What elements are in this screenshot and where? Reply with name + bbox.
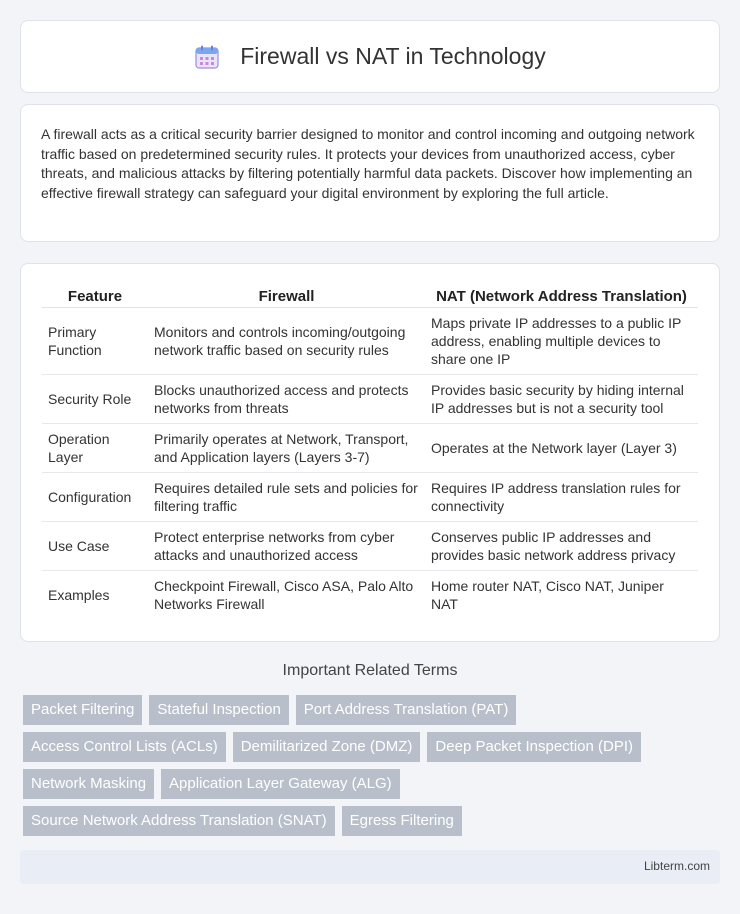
table-cell: Checkpoint Firewall, Cisco ASA, Palo Alto Networks Firewall: [154, 578, 414, 613]
tag-row: [23, 732, 723, 762]
table-cell: Primarily operates at Network, Transport, and Application layers (Layers 3-7): [148, 424, 425, 473]
table-cell: Requires detailed rule sets and policies for filtering traffic: [148, 473, 425, 522]
table-cell: Conserves public IP addresses and provides basic network address privacy: [425, 522, 698, 571]
column-header-nat: NAT (Network Address Translation): [425, 284, 698, 308]
table-cell: Monitors and controls incoming/outgoing network traffic based on security rules: [148, 308, 425, 375]
table-row: [42, 571, 698, 620]
footer: [20, 850, 720, 884]
tag-row: [23, 695, 723, 725]
related-terms-title: Important Related Terms: [282, 662, 458, 679]
table-cell: Primary Function: [42, 308, 148, 375]
intro-card: [20, 104, 720, 242]
table-cell: Use Case: [42, 522, 148, 571]
table-cell: Operates at the Network layer (Layer 3): [425, 424, 698, 473]
footer-site-link[interactable]: Libterm.com: [643, 859, 710, 873]
table-cell: Security Role: [42, 375, 148, 424]
column-header-feature: Feature: [42, 284, 148, 308]
tag-row: [23, 806, 723, 836]
table-cell: Protect enterprise networks from cyber attacks and unauthorized access: [148, 522, 425, 571]
tag-source-nat[interactable]: Source Network Address Translation (SNAT): [23, 806, 335, 836]
table-cell: Home router NAT, Cisco NAT, Juniper NAT: [431, 578, 664, 613]
table-cell: Requires IP address translation rules for connectivity: [425, 473, 698, 522]
tag-stateful-inspection[interactable]: Stateful Inspection: [149, 695, 288, 725]
page-title: Firewall vs NAT in Technology: [240, 43, 546, 69]
tag-access-control-lists[interactable]: Access Control Lists (ACLs): [23, 732, 226, 762]
table-cell: Configuration: [42, 473, 148, 522]
tag-network-masking[interactable]: Network Masking: [23, 769, 154, 799]
table-cell: Provides basic security by hiding internal IP addresses but is not a security tool: [425, 375, 698, 424]
comparison-table: [42, 284, 698, 620]
table-cell: Maps private IP addresses to a public IP address, enabling multiple devices to share one IP: [425, 308, 698, 375]
table-cell: Blocks unauthorized access and protects networks from threats: [148, 375, 425, 424]
table-cell: Examples: [48, 587, 110, 604]
table-row: [42, 375, 698, 424]
column-header-firewall: Firewall: [148, 284, 425, 308]
tag-row: [23, 769, 723, 799]
tag-application-layer-gateway[interactable]: Application Layer Gateway (ALG): [161, 769, 400, 799]
table-row: [42, 308, 698, 375]
tag-packet-filtering[interactable]: Packet Filtering: [23, 695, 142, 725]
table-cell: Operation Layer: [42, 424, 148, 473]
header-card: [20, 20, 720, 93]
table-row: [42, 473, 698, 522]
table-header-row: [42, 284, 698, 308]
tag-egress-filtering[interactable]: Egress Filtering: [342, 806, 462, 836]
tag-deep-packet-inspection[interactable]: Deep Packet Inspection (DPI): [427, 732, 641, 762]
calendar-icon: [194, 44, 220, 70]
related-terms-list: [23, 695, 723, 843]
table-row: [42, 522, 698, 571]
tag-demilitarized-zone[interactable]: Demilitarized Zone (DMZ): [233, 732, 421, 762]
intro-paragraph: A firewall acts as a critical security barrier designed to monitor and control incoming and outgoing network traffic based on predetermined security rules. It protects your devices from unauthorized access, cyber threats, and malicious attacks by filtering potentially harmful data packets. Discover how implementing an effective firewall strategy can safeguard your digital environment by exploring the full article.: [41, 126, 695, 201]
comparison-table-card: [20, 263, 720, 642]
tag-port-address-translation[interactable]: Port Address Translation (PAT): [296, 695, 517, 725]
table-row: [42, 424, 698, 473]
